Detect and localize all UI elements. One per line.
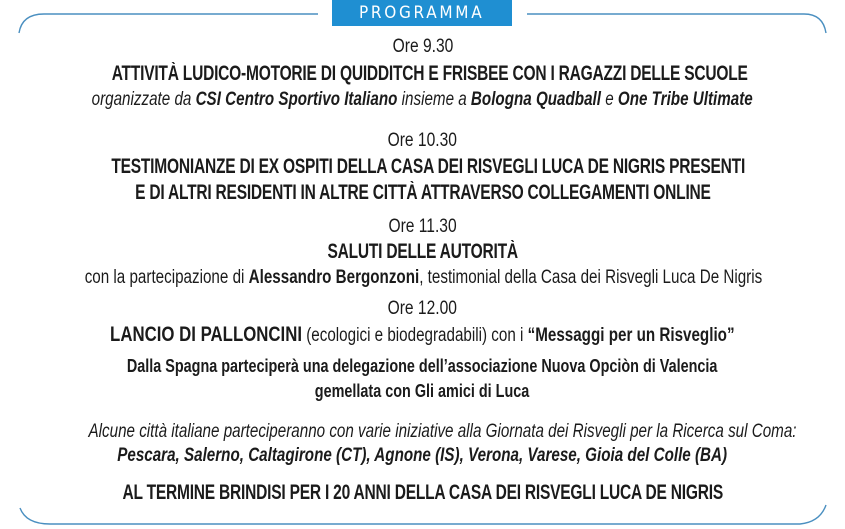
frame-top-left-line [19, 14, 318, 33]
cities-intro: Alcune città italiane parteciperanno con varie iniziative alla Giornata dei Risvegli per la Ricerca sul Coma: [88, 421, 797, 442]
time-1030: Ore 10.30 [387, 130, 458, 151]
time-0930: Ore 9.30 [392, 36, 453, 57]
org-csi: CSI Centro Sportivo Italiano [195, 89, 398, 110]
activity-organizers-0930: organizzate da CSI Centro Sportivo Italiano insieme a Bologna Quadball e One Tribe Ultimate [91, 89, 754, 110]
guest-name: Alessandro Bergonzoni [248, 267, 420, 288]
activity-title-1200: LANCIO DI PALLONCINI (ecologici e biodegradabili) con i “Messaggi per un Risveglio” [110, 323, 735, 346]
cities-list: Pescara, Salerno, Caltagirone (CT), Agnone (IS), Verona, Varese, Gioia del Colle (BA) [117, 445, 728, 466]
org-one-tribe: One Tribe Ultimate [618, 89, 754, 110]
spain-delegation-line2: gemellata con Gli amici di Luca [315, 381, 530, 401]
closing-toast: AL TERMINE BRINDISI PER I 20 ANNI DELLA CASA DEI RISVEGLI LUCA DE NIGRIS [122, 481, 723, 504]
time-1200: Ore 12.00 [387, 298, 458, 319]
badge-label: PROGRAMMA [359, 3, 485, 23]
time-1130: Ore 11.30 [388, 216, 457, 237]
messages-quote: “Messaggi per un Risveglio” [527, 325, 735, 346]
activity-title-0930: ATTIVITÀ LUDICO-MOTORIE DI QUIDDITCH E FRISBEE CON I RAGAZZI DELLE SCUOLE [111, 62, 748, 85]
frame-top-right-line [527, 14, 826, 33]
frame-bottom-line [20, 505, 826, 524]
org-bologna-quadball: Bologna Quadball [471, 89, 602, 110]
activity-title-1030-line2: E DI ALTRI RESIDENTI IN ALTRE CITTÀ ATTRAVERSO COLLEGAMENTI ONLINE [134, 181, 711, 204]
activity-title-1030-line1: TESTIMONIANZE DI EX OSPITI DELLA CASA DEI RISVEGLI LUCA DE NIGRIS PRESENTI [111, 155, 746, 178]
activity-title-balloons: LANCIO DI PALLONCINI [110, 323, 303, 346]
activity-title-1130: SALUTI DELLE AUTORITÀ [327, 240, 518, 263]
activity-details-1130: con la partecipazione di Alessandro Bergonzoni, testimonial della Casa dei Risvegli Luca De Nigris [84, 267, 763, 288]
spain-delegation-line1: Dalla Spagna parteciperà una delegazione dell’associazione Nuova Opciòn di Valencia [127, 356, 718, 376]
program-badge [332, 0, 512, 26]
